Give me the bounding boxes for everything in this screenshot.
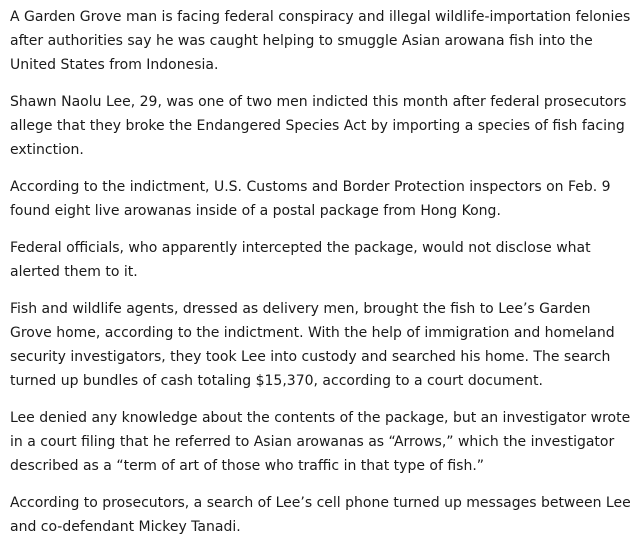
- paragraph-6: Lee denied any knowledge about the contents of the package, but an investigator wrote in a court filing that he referred to Asian arowanas as “Arrows,” which the investigator described as a “term of art of those who traffic in that type of fish.”: [10, 410, 631, 474]
- paragraph-4: Federal officials, who apparently intercepted the package, would not disclose what alerted them to it.: [10, 240, 591, 280]
- paragraph-2: Shawn Naolu Lee, 29, was one of two men indicted this month after federal prosecutors allege that they broke the Endangered Species Act by importing a species of fish facing extinction.: [10, 94, 627, 158]
- paragraph-1: A Garden Grove man is facing federal conspiracy and illegal wildlife-importation felonies after authorities say he was caught helping to smuggle Asian arowana fish into the United States from Indonesia.: [10, 9, 631, 73]
- paragraph-5: Fish and wildlife agents, dressed as delivery men, brought the fish to Lee’s Garden Grove home, according to the indictment. With the help of immigration and homeland security investigators, they took Lee into custody and searched his home. The search turned up bundles of cash totaling $15,370, according to a court document.: [10, 301, 615, 389]
- paragraph-3: According to the indictment, U.S. Customs and Border Protection inspectors on Feb. 9 found eight live arowanas inside of a postal package from Hong Kong.: [10, 179, 611, 219]
- paragraph-7: According to prosecutors, a search of Lee’s cell phone turned up messages between Lee and co-defendant Mickey Tanadi.: [10, 495, 631, 535]
